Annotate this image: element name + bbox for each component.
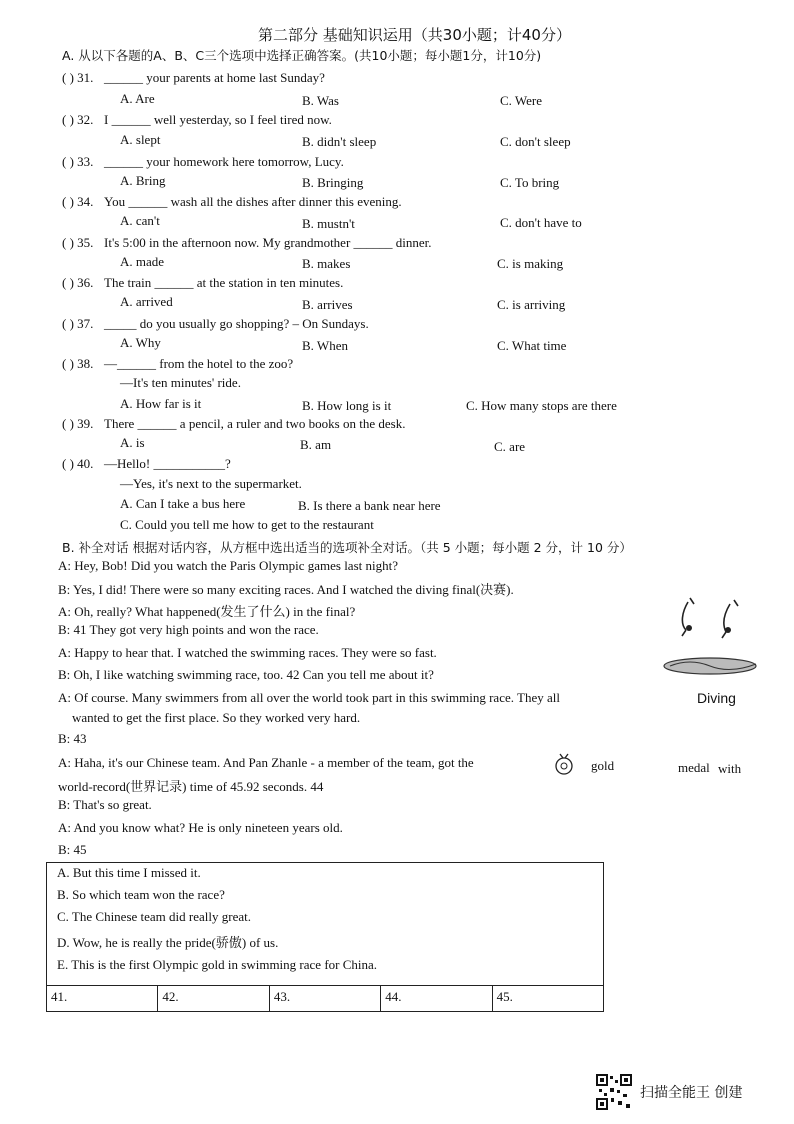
question-34-stem: ( ) 34. You ______ wash all the dishes after dinner this evening. [62,194,402,209]
dialogue-line-42: B: Oh, I like watching swimming race, too. 42 Can you tell me about it? [58,667,434,682]
question-34-option-c: C. don't have to [500,215,582,230]
options-box [46,862,604,1012]
option-d: D. Wow, he is really the pride(骄傲) of us. [57,935,279,950]
option-b: B. So which team won the race? [57,887,225,902]
question-39-option-b: B. am [300,437,332,452]
question-32-option-c: C. don't sleep [500,134,571,149]
question-39-option-a: A. is [120,435,145,450]
question-40-option-a: A. Can I take a bus here [120,496,246,511]
question-40-option-b: B. Is there a bank near here [298,498,441,513]
dialogue-line: B: Yes, I did! There were so many exciting races. And I watched the diving final(决赛). [58,582,514,597]
section-a-heading: A. 从以下各题的A、B、C三个选项中选择正确答案。(共10小题；每小题1分，计10分) [62,48,542,63]
answer-cell-41[interactable]: 41. [47,986,158,1012]
question-40-stem: ( ) 40. —Hello! ___________? [62,456,231,471]
option-c: C. The Chinese team did really great. [57,909,251,924]
question-31-option-c: C. Were [500,93,543,108]
dialogue-line: B: That's so great. [58,797,152,812]
dialogue-line-41: B: 41 They got very high points and won the race. [58,622,319,637]
dialogue-word: with [718,761,742,776]
question-35-option-c: C. is making [497,256,564,271]
scanner-watermark: 扫描全能王 创建 [640,1085,743,1101]
diving-caption: Diving [697,690,736,706]
question-33-option-b: B. Bringing [302,175,364,190]
dialogue-line-45: B: 45 [58,842,87,857]
question-37-option-b: B. When [302,338,348,353]
question-32-option-b: B. didn't sleep [302,134,377,149]
question-38-option-c: C. How many stops are there [466,398,617,413]
dialogue-line: A: Haha, it's our Chinese team. And Pan Zhanle - a member of the team, got the [58,755,474,770]
answer-cell-45[interactable]: 45. [496,989,513,1004]
question-31-option-a: A. Are [120,91,155,106]
question-37-option-a: A. Why [120,335,161,350]
question-35-option-a: A. made [120,254,165,269]
question-33-option-a: A. Bring [120,173,166,188]
question-38-option-b: B. How long is it [302,398,392,413]
question-37-option-c: C. What time [497,338,567,353]
option-e: E. This is the first Olympic gold in swimming race for China. [57,957,378,972]
dialogue-line: A: Hey, Bob! Did you watch the Paris Olympic games last night? [58,558,398,573]
question-32-stem: ( ) 32. I ______ well yesterday, so I feel tired now. [62,112,332,127]
dialogue-line-44: world-record(世界记录) time of 45.92 seconds. 44 [58,779,324,794]
dialogue-line: A: Oh, really? What happened(发生了什么) in the final? [58,604,356,619]
question-36-option-b: B. arrives [302,297,353,312]
question-33-option-c: C. To bring [500,175,560,190]
question-40-reply: —Yes, it's next to the supermarket. [120,476,302,491]
option-a: A. But this time I missed it. [57,865,201,880]
question-32-option-a: A. slept [120,132,161,147]
qr-code-icon [596,1074,632,1110]
answer-cell-43[interactable]: 43. [270,986,381,1012]
dialogue-line: A: Of course. Many swimmers from all over the world took part in this swimming race. They all [58,690,560,705]
dialogue-line: A: And you know what? He is only nineteen years old. [58,820,343,835]
question-36-stem: ( ) 36. The train ______ at the station in ten minutes. [62,275,344,290]
dialogue-line-43: B: 43 [58,731,87,746]
question-35-option-b: B. makes [302,256,351,271]
dialogue-line: wanted to get the first place. So they worked very hard. [72,710,361,725]
dialogue-line: A: Happy to hear that. I watched the swimming races. They were so fast. [58,645,437,660]
question-40-option-c: C. Could you tell me how to get to the restaurant [120,517,374,532]
answer-row [47,985,603,1012]
question-31-option-b: B. Was [302,93,339,108]
question-39-option-c: C. are [494,439,526,454]
question-36-option-c: C. is arriving [497,297,566,312]
question-33-stem: ( ) 33. ______ your homework here tomorrow, Lucy. [62,154,344,169]
section-title: 第二部分 基础知识运用（共30小题；计40分） [258,26,571,44]
answer-cell-42[interactable]: 42. [158,986,269,1012]
question-38-option-a: A. How far is it [120,396,202,411]
question-35-stem: ( ) 35. It's 5:00 in the afternoon now. My grandmother ______ dinner. [62,235,432,250]
gold-medal-icon [553,752,575,780]
dialogue-word: medal [678,760,710,775]
answer-cell-44[interactable]: 44. [381,986,492,1012]
question-34-option-b: B. mustn't [302,216,355,231]
section-b-heading: B. 补全对话 根据对话内容，从方框中选出适当的选项补全对话。（共 5 小题；每小题 2 分，计 10 分） [62,540,632,555]
diving-illustration [660,590,764,694]
question-39-stem: ( ) 39. There ______ a pencil, a ruler and two books on the desk. [62,416,406,431]
question-38-reply: —It's ten minutes' ride. [120,375,241,390]
dialogue-word: gold [591,758,615,773]
question-31-stem: ( ) 31. ______ your parents at home last Sunday? [62,70,325,85]
question-38-stem: ( ) 38. —______ from the hotel to the zoo? [62,356,294,371]
question-37-stem: ( ) 37. _____ do you usually go shopping? – On Sundays. [62,316,369,331]
question-34-option-a: A. can't [120,213,160,228]
question-36-option-a: A. arrived [120,294,173,309]
